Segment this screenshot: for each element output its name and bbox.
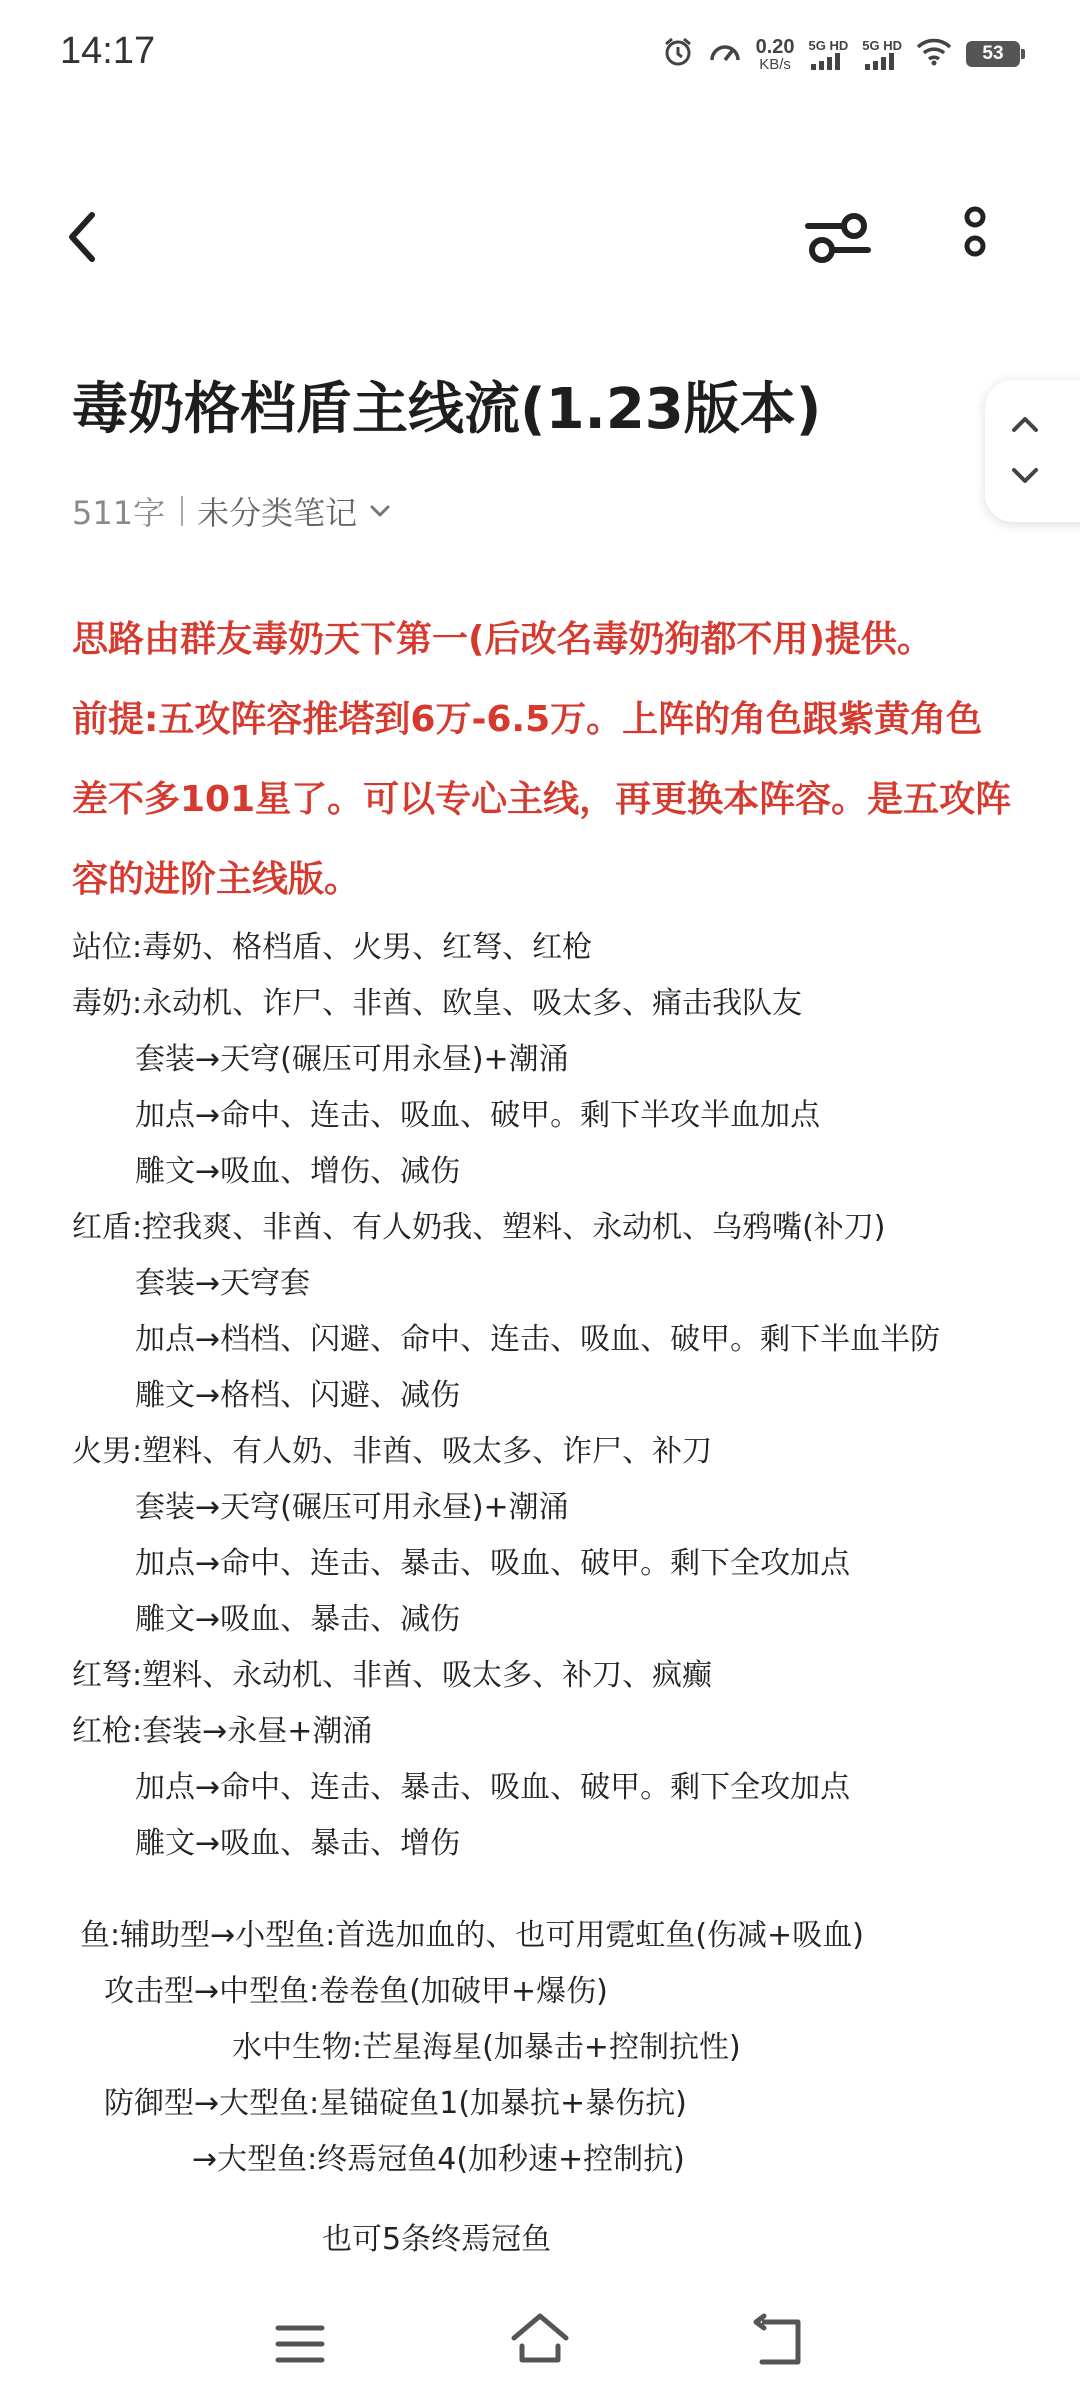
net-speed-unit: KB/s	[759, 55, 791, 73]
fish-section[interactable]	[80, 1908, 1000, 2188]
body-line: 雕文→吸血、暴击、增伤	[135, 1826, 461, 1861]
chevron-left-icon	[62, 207, 102, 267]
signal-bars-icon	[864, 52, 900, 70]
fish-line: 攻击型→中型鱼:卷卷鱼(加破甲+爆伤)	[104, 1974, 608, 2009]
fish-extra-line: 也可5条终焉冠鱼	[322, 2222, 552, 2257]
system-nav-bar	[0, 2290, 1080, 2400]
chevron-down-icon	[365, 496, 395, 526]
home-icon	[508, 2308, 572, 2372]
fish-line: 水中生物:芒星海星(加暴击+控制抗性)	[232, 2030, 741, 2065]
scroll-control	[985, 380, 1080, 522]
body-line: 雕文→吸血、暴击、减伤	[135, 1602, 461, 1637]
note-meta	[72, 484, 395, 538]
note-body[interactable]	[72, 600, 1012, 1872]
body-line: 加点→命中、连击、暴击、吸血、破甲。剩下全攻加点	[135, 1546, 851, 1581]
body-line: 加点→档档、闪避、命中、连击、吸血、破甲。剩下半血半防	[135, 1322, 941, 1357]
net-speed	[756, 37, 795, 72]
body-line: 加点→命中、连击、吸血、破甲。剩下半攻半血加点	[135, 1098, 821, 1133]
body-line: 红枪:套装→永昼+潮涌	[72, 1714, 373, 1749]
sim1-signal	[809, 39, 849, 70]
body-line: 加点→命中、连击、暴击、吸血、破甲。剩下全攻加点	[135, 1770, 851, 1805]
red-highlight-paragraph: 前提:五攻阵容推塔到6万-6.5万。上阵的角色跟紫黄角色差不多101星了。可以专心主线，再更换本阵容。是五攻阵容的进阶主线版。	[72, 699, 1012, 900]
wifi-icon	[916, 38, 952, 70]
status-time: 14:17	[60, 30, 156, 72]
red-highlight-line: 思路由群友毒奶天下第一(后改名毒奶狗都不用)提供。	[72, 619, 933, 660]
category-label: 未分类笔记	[197, 494, 358, 532]
signal-bars-icon	[810, 52, 846, 70]
body-line: 火男:塑料、有人奶、非酋、吸太多、诈尸、补刀	[72, 1434, 713, 1469]
fish-line: 防御型→大型鱼:星锚碇鱼1(加暴抗+暴伤抗)	[104, 2086, 687, 2121]
sim2-signal	[862, 39, 902, 70]
body-line: 套装→天穹(碾压可用永昼)+潮涌	[135, 1490, 569, 1525]
body-line: 红盾:控我爽、非酋、有人奶我、塑料、永动机、乌鸦嘴(补刀)	[72, 1210, 886, 1245]
body-line: 套装→天穹(碾压可用永昼)+潮涌	[135, 1042, 569, 1077]
body-line: 套装→天穹套	[135, 1266, 311, 1301]
nav-back-button[interactable]	[750, 2312, 814, 2372]
back-button[interactable]	[62, 202, 122, 272]
status-bar	[0, 0, 1080, 110]
net-speed-value: 0.20	[755, 35, 795, 58]
category-selector[interactable]	[197, 488, 395, 534]
fish-line: →大型鱼:终焉冠鱼4(加秒速+控制抗)	[192, 2142, 685, 2177]
status-icons	[662, 34, 1020, 74]
more-options-button[interactable]	[940, 198, 1010, 278]
chevron-up-icon	[1005, 410, 1045, 440]
settings-sliders-button[interactable]	[798, 198, 878, 278]
fish-line: 鱼:辅助型→小型鱼:首选加血的、也可用霓虹鱼(伤减+吸血)	[80, 1918, 864, 1953]
nav-home-button[interactable]	[508, 2308, 572, 2372]
sim2-label: 5G HD	[862, 37, 902, 53]
body-line: 雕文→吸血、增伤、减伤	[135, 1154, 461, 1189]
speedometer-icon	[708, 36, 742, 72]
body-line: 站位:毒奶、格档盾、火男、红弩、红枪	[72, 930, 593, 965]
scroll-up-button[interactable]	[1005, 410, 1045, 440]
note-toolbar	[0, 190, 1080, 280]
body-line: 毒奶:永动机、诈尸、非酋、欧皇、吸太多、痛击我队友	[72, 986, 803, 1021]
menu-icon	[270, 2314, 330, 2374]
sliders-icon	[798, 198, 878, 278]
nav-menu-button[interactable]	[270, 2314, 330, 2374]
back-icon	[750, 2312, 814, 2372]
chevron-down-icon	[1005, 460, 1045, 490]
sim1-label: 5G HD	[808, 37, 849, 53]
more-vertical-icon	[940, 198, 1010, 278]
alarm-icon	[662, 36, 694, 72]
meta-divider	[181, 496, 183, 526]
body-line: 雕文→格档、闪避、减伤	[135, 1378, 461, 1413]
body-line: 红弩:塑料、永动机、非酋、吸太多、补刀、疯癫	[72, 1658, 713, 1693]
word-count: 511字	[72, 494, 166, 532]
note-title[interactable]: 毒奶格档盾主线流(1.23版本)	[72, 377, 822, 442]
scroll-down-button[interactable]	[1005, 460, 1045, 490]
battery-icon: 53	[966, 41, 1020, 67]
